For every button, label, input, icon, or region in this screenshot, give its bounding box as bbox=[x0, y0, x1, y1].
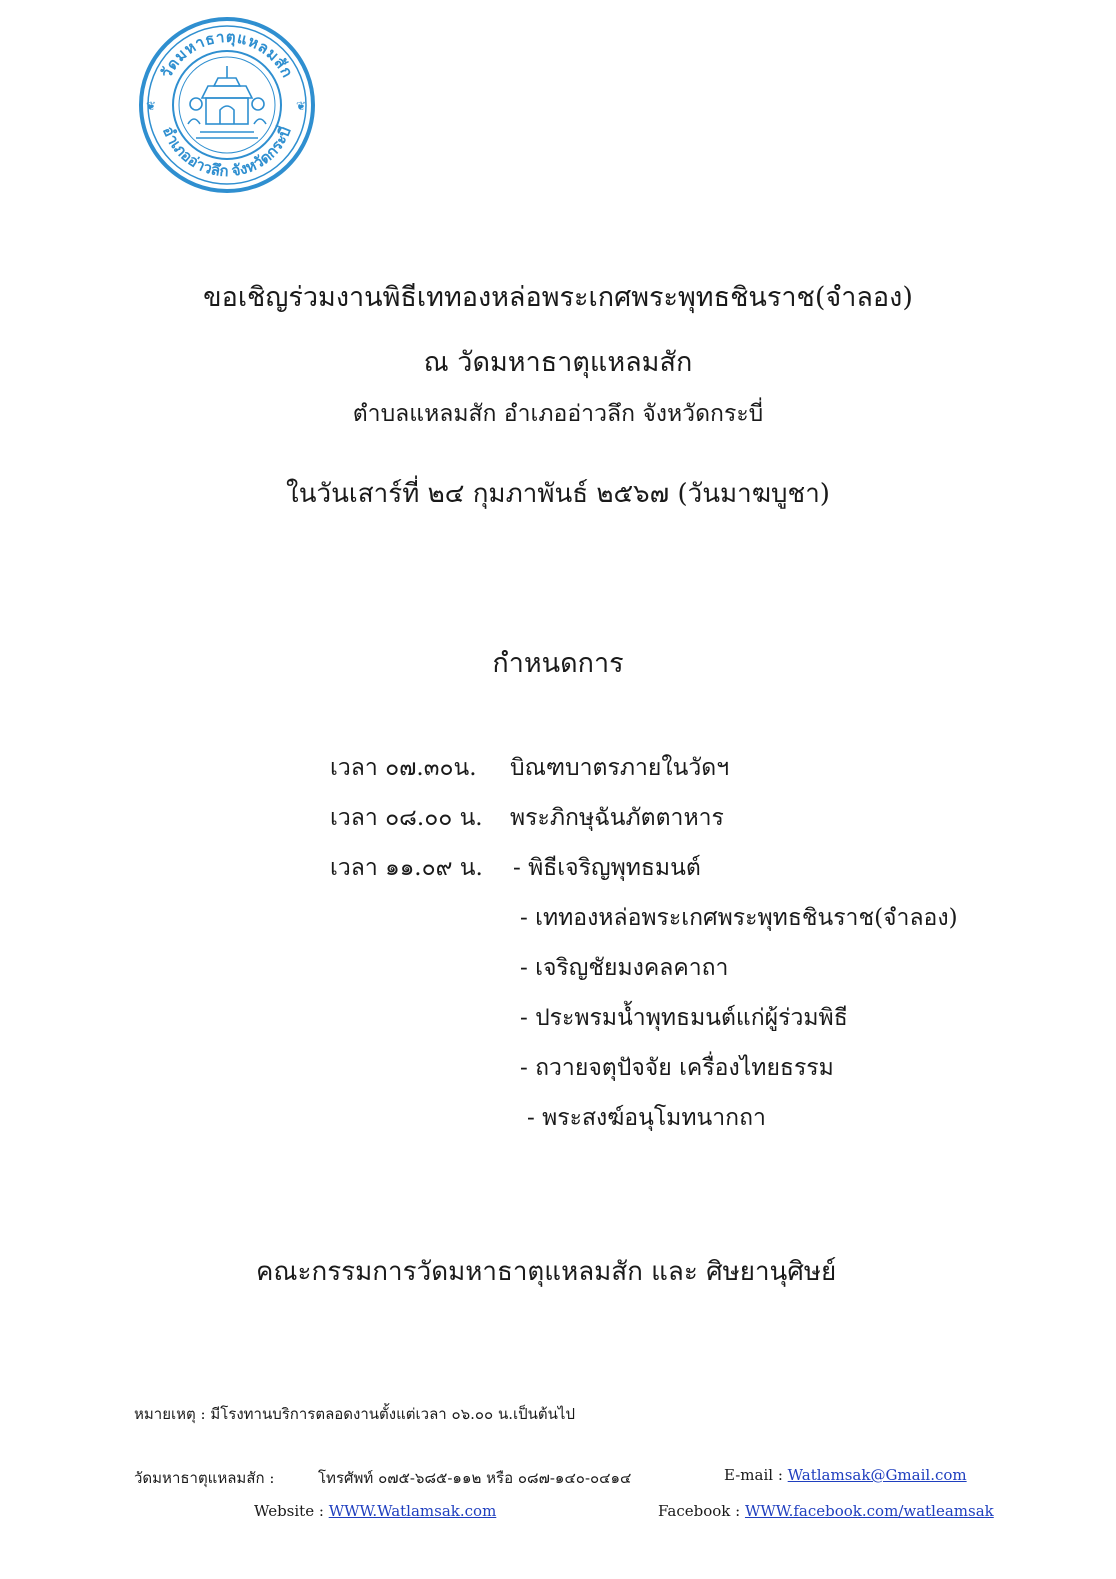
footer-phone: โทรศัพท์ ๐๗๕-๖๘๕-๑๑๒ หรือ ๐๘๗-๑๔๐-๐๔๑๔ bbox=[318, 1469, 632, 1487]
schedule-activity: พระภิกษุฉันภัตตาหาร bbox=[510, 805, 724, 831]
footer-note: หมายเหตุ : มีโรงทานบริการตลอดงานตั้งแต่เวลา ๐๖.๐๐ น.เป็นต้นไป bbox=[134, 1405, 575, 1423]
schedule-sub-item: - เททองหล่อพระเกศพระพุทธชินราช(จำลอง) bbox=[520, 905, 958, 931]
schedule-activity: - พิธีเจริญพุทธมนต์ bbox=[513, 855, 701, 881]
svg-text:อำเภออ่าวลึก จังหวัดกระบี่: อำเภออ่าวลึก จังหวัดกระบี่ bbox=[159, 124, 295, 181]
temple-name: ณ วัดมหาธาตุแหลมสัก bbox=[423, 347, 693, 378]
website-link[interactable]: WWW.Watlamsak.com bbox=[328, 1502, 497, 1520]
schedule-time: เวลา ๑๑.๐๙ น. bbox=[330, 855, 483, 881]
invitation-title: ขอเชิญร่วมงานพิธีเททองหล่อพระเกศพระพุทธชินราช(จำลอง) bbox=[203, 282, 913, 313]
svg-text:❦: ❦ bbox=[146, 99, 157, 113]
website-label: Website : bbox=[254, 1502, 324, 1520]
schedule-time: เวลา ๐๘.๐๐ น. bbox=[330, 805, 483, 831]
schedule-sub-item: - ถวายจตุปัจจัย เครื่องไทยธรรม bbox=[520, 1055, 834, 1081]
svg-text:วัดมหาธาตุแหลมสัก: วัดมหาธาตุแหลมสัก bbox=[157, 28, 297, 82]
temple-location: ตำบลแหลมสัก อำเภออ่าวลึก จังหวัดกระบี่ bbox=[352, 401, 764, 427]
facebook-label: Facebook : bbox=[658, 1502, 741, 1520]
schedule-time: เวลา ๐๗.๓๐น. bbox=[330, 755, 477, 781]
footer-website bbox=[254, 1502, 496, 1520]
svg-text:❦: ❦ bbox=[296, 99, 307, 113]
email-label: E-mail : bbox=[724, 1466, 783, 1484]
schedule-heading: กำหนดการ bbox=[492, 648, 624, 679]
footer-facebook bbox=[658, 1502, 994, 1520]
temple-seal bbox=[136, 14, 318, 196]
schedule-activity: บิณฑบาตรภายในวัดฯ bbox=[510, 755, 730, 781]
facebook-link[interactable]: WWW.facebook.com/watleamsak bbox=[744, 1502, 994, 1520]
footer-org: วัดมหาธาตุแหลมสัก : bbox=[134, 1469, 275, 1487]
footer-email bbox=[724, 1466, 967, 1484]
organizing-committee: คณะกรรมการวัดมหาธาตุแหลมสัก และ ศิษยานุศิษย์ bbox=[256, 1257, 837, 1287]
schedule-sub-item: - เจริญชัยมงคลคาถา bbox=[520, 955, 729, 981]
email-link[interactable]: Watlamsak@Gmail.com bbox=[787, 1466, 967, 1484]
schedule-sub-item: - ประพรมน้ำพุทธมนต์แก่ผู้ร่วมพิธี bbox=[520, 1005, 848, 1031]
schedule-sub-item: - พระสงฆ์อนุโมทนากถา bbox=[527, 1105, 766, 1131]
event-date: ในวันเสาร์ที่ ๒๔ กุมภาพันธ์ ๒๕๖๗ (วันมาฆบูชา) bbox=[286, 479, 830, 509]
